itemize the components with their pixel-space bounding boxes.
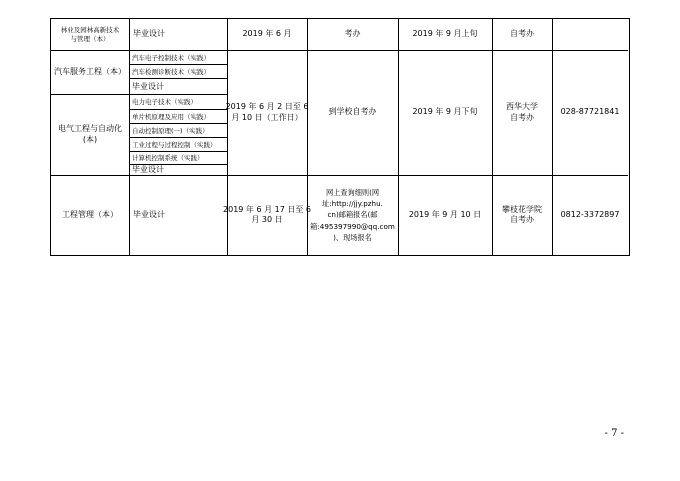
exam-form-cell-xihua: 到学校自考办: [328, 107, 377, 117]
school-cell-pzhu: [492, 175, 552, 255]
phone-cell: [552, 19, 628, 50]
school-cell: 自考办: [510, 29, 534, 39]
registration-cell-pzhu: [223, 175, 311, 255]
course-cell: 毕业设计: [133, 29, 165, 39]
course-item: 汽车电子控制技术（实践）: [132, 53, 210, 62]
course-cell: 毕业设计: [133, 209, 165, 219]
exam-form-cell-pzhu: [307, 175, 398, 255]
course-item: 毕业设计: [132, 165, 164, 174]
exam-time-cell-xihua: 2019 年 9 月下旬: [412, 107, 478, 117]
course-item: 工业过程与过程控制（实践）: [132, 140, 217, 149]
major-engineering-mgmt: 工程管理（本）: [62, 209, 118, 219]
course-item: 汽车检测诊断技术（实践）: [132, 67, 210, 76]
exam-time-cell: 2019 年 9 月上旬: [412, 29, 478, 39]
school-line: 攀枝花学院: [502, 204, 542, 214]
school-line: 自考办: [510, 215, 534, 224]
school-cell-xihua: [492, 50, 552, 175]
exam-form-line: 网上查询细则(网: [325, 188, 380, 198]
major-electrical: 电气工程与自动化(本): [58, 124, 122, 144]
registration-cell: 2019 年 6 月: [242, 29, 292, 39]
course-item: 计算机控制系统（实践）: [132, 154, 204, 162]
exam-form-line: 箱:495397990@qq.com: [310, 221, 395, 231]
major-line: 林业及园林高新技术: [60, 25, 120, 34]
major-line: 与管理（本）: [70, 34, 110, 43]
course-item: 单片机原理及应用（实践）: [132, 112, 210, 121]
exam-time-cell-pzhu: 2019 年 9 月 10 日: [408, 209, 482, 219]
major-forestry: [51, 19, 129, 50]
course-item: 自动控制原理(一)（实践）: [132, 126, 209, 135]
exam-form-line: )、现场报名: [333, 232, 372, 242]
registration-line: 2019 年 6 月 17 日至 6: [223, 204, 311, 214]
exam-form-line: cn)邮箱报名(邮: [327, 210, 378, 220]
school-line: 自考办: [510, 112, 534, 122]
exam-form-line: 址:http://jjy.pzhu.: [322, 199, 383, 209]
registration-line: 2019 年 6 月 2 日至 6: [225, 102, 309, 112]
major-auto-service: 汽车服务工程（本）: [54, 66, 126, 76]
school-line: 西华大学: [506, 102, 538, 112]
phone-cell-xihua: 028-87721841: [560, 107, 620, 117]
course-item: 电力电子技术（实践）: [132, 98, 197, 106]
exam-form-cell: 考办: [344, 29, 361, 39]
registration-line: 月 30 日: [251, 215, 283, 224]
exam-schedule-table: [50, 18, 630, 256]
course-item: 毕业设计: [132, 81, 164, 91]
registration-cell-xihua: [227, 50, 307, 175]
registration-line: 月 10 日（工作日）: [231, 112, 303, 122]
phone-cell-pzhu: 0812-3372897: [560, 209, 620, 219]
page-number: - 7 -: [604, 428, 624, 439]
